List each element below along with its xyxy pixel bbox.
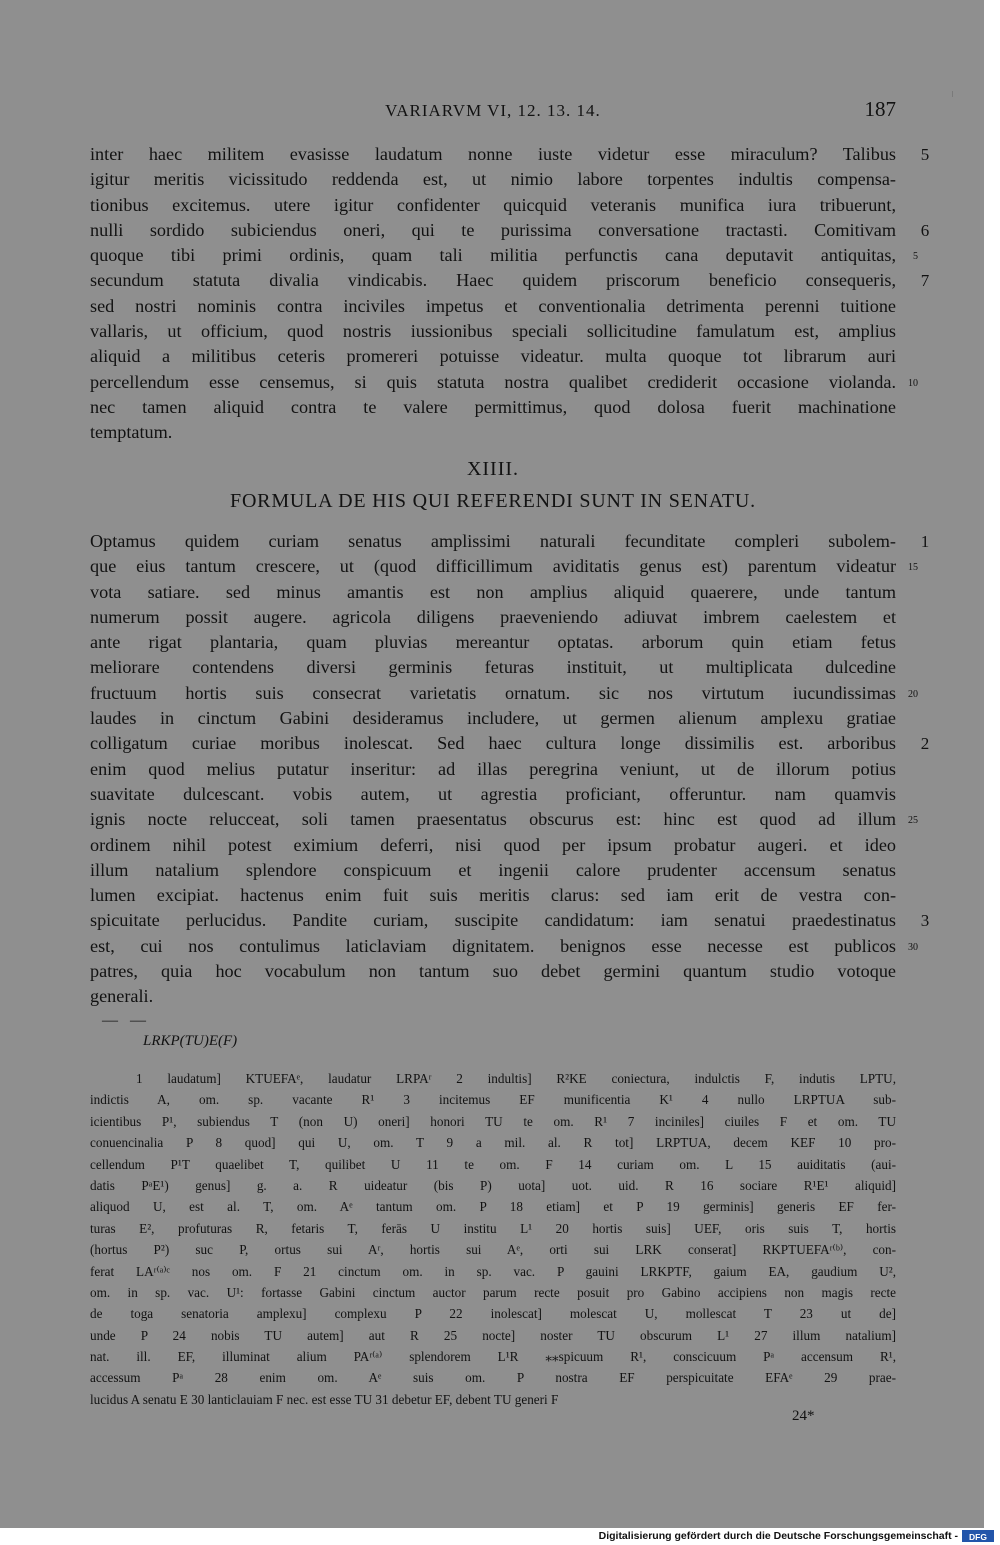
line-count: 10: [908, 377, 918, 389]
text-line: [90, 807, 918, 832]
line-count: 30: [908, 941, 918, 953]
text-line: [90, 655, 896, 680]
apparatus-separator: — —: [102, 1012, 150, 1029]
text-line: [90, 731, 930, 756]
line-text: enim quod melius putatur inseritur: ad illas peregrina veniunt, ut de illorum potius: [90, 758, 896, 779]
line-count: 25: [908, 815, 918, 827]
text-line: [90, 395, 896, 420]
apparatus-line: icientibus P¹, subiendus T (non U) oneri] honori TU te om. R¹ 7 inciniles] ciuiles F et om. TU: [90, 1113, 896, 1129]
text-line: [90, 554, 918, 579]
text-line: [90, 934, 918, 959]
line-text: secundum statuta divalia vindicabis. Haec quidem priscorum beneficio consequeris,: [90, 270, 896, 291]
text-line: [90, 142, 930, 167]
chapter-number: XIIII.: [466, 458, 520, 480]
apparatus-line: cellendum P¹T quaelibet T, quilibet U 11 te om. F 14 curiam om. L 15 auiditatis (aui-: [90, 1156, 896, 1172]
line-text: ante rigat plantaria, quam pluvias mereantur optatas. arborum quin etiam fetus: [90, 632, 896, 653]
apparatus-line: unde P 24 nobis TU autem] aut R 25 nocte] noster TU obscurum L¹ 27 illum natalium]: [90, 1327, 896, 1343]
section-number: 3: [920, 911, 930, 931]
text-line: [90, 883, 896, 908]
line-text: quoque tibi primi ordinis, quam tali militia perfunctis cana deputavit antiquitas,: [90, 245, 896, 266]
section-number: 7: [920, 271, 930, 291]
line-text: meliorare contendens diversi germinis feturas instituit, ut multiplicata dulcedine: [90, 657, 896, 678]
line-text: est, cui nos contulimus laticlaviam dignitatem. benignos esse necesse est publicos: [90, 935, 896, 956]
text-block-2: [90, 529, 930, 1010]
line-text: igitur meritis vicissitudo reddenda est, ut nimio labore torpentes indultis compensa-: [90, 169, 896, 190]
footer-bar: [0, 1528, 1000, 1545]
text-line: [90, 833, 896, 858]
text-line: [90, 959, 896, 984]
section-number: 1: [920, 532, 930, 551]
text-line: [90, 757, 896, 782]
line-text: laudes in cinctum Gabini desideramus includere, ut germen alienum amplexu gratiae: [90, 708, 896, 729]
line-text: vota satiare. sed minus amantis est non amplius aliquid quaerere, unde tantum: [90, 581, 896, 602]
text-line: [90, 294, 896, 319]
line-text: tionibus excitemus. utere igitur confidenter quicquid veteranis munifica iura tribuerunt,: [90, 194, 896, 215]
apparatus-line: (hortus P²) suc P, ortus sui Aʳ, hortis sui Aᵉ, orti sui LRK conserat] RKPTUEFAʳ⁽ᵇ⁾, con-: [90, 1242, 896, 1258]
apparatus-line: ferat LAʳ⁽ᵃ⁾ᶜ nos om. F 21 cinctum om. in sp. vac. P gauini LRKPTF, gaium EA, gaudium U²,: [90, 1263, 896, 1279]
line-text: illum natalium splendore conspicuum et ingenii calore prudenter accensum senatus: [90, 859, 896, 880]
line-text: temptatum.: [90, 422, 173, 443]
line-text: aliquid a militibus ceteris promereri potuisse videatur. multa quoque tot librarum auri: [90, 346, 896, 367]
text-line: [90, 706, 896, 731]
running-head: VARIARVM VI, 12. 13. 14.: [385, 101, 601, 120]
dfg-logo: DFG: [962, 1530, 994, 1542]
line-text: lumen excipiat. hactenus enim fuit suis meritis clarus: sed iam erit de vestra con-: [90, 885, 896, 906]
line-text: nulli sordido subiciendus oneri, qui te purissima conversatione tractasti. Comitivam: [90, 219, 896, 240]
line-text: nec tamen aliquid contra te valere permittimus, quod dolosa fuerit machinatione: [90, 396, 896, 417]
apparatus-line: de toga senatoria amplexu] complexu P 22 inolescat] molescat U, mollescat T 23 ut de]: [90, 1306, 896, 1322]
text-line: [90, 167, 896, 192]
text-line: [90, 344, 896, 369]
text-line: [90, 193, 896, 218]
line-text: vallaris, ut officium, quod nostris iussionibus speciali sollicitudine famulatum est, amplius: [90, 321, 896, 342]
funding-credit: Digitalisierung gefördert durch die Deutsche Forschungsgemeinschaft -: [598, 1530, 958, 1542]
line-text: suavitate dulcescant. vobis autem, ut agrestia proficiant, offeruntur. nam quamvis: [90, 783, 896, 804]
critical-apparatus: [90, 1068, 896, 1410]
apparatus-line: indictis A, om. sp. vacante R¹ 3 incitemus EF munificentia K¹ 4 nullo LRPTUA sub-: [90, 1092, 896, 1108]
text-line: [90, 984, 896, 1009]
text-line: [90, 529, 930, 554]
line-text: ordinem nihil potest eximium deferri, nisi quod per ipsum probatur augeri. et ideo: [90, 834, 896, 855]
line-text: patres, quia hoc vocabulum non tantum suo debet germini quantum studio votoque: [90, 961, 896, 982]
line-text: Optamus quidem curiam senatus amplissimi naturali fecunditate compleri subolem-: [90, 531, 896, 551]
manuscript-sigla: LRKP(TU)E(F): [143, 1033, 238, 1049]
text-line: [90, 218, 930, 243]
line-count: 5: [913, 251, 918, 263]
scan-artifact: [952, 91, 953, 97]
section-number: 5: [920, 145, 930, 164]
apparatus-line: aliquod U, est al. T, om. Aᵉ tantum om. P 18 etiam] et P 19 germinis] generis EF fer-: [90, 1199, 896, 1215]
apparatus-line: conuencinalia P 8 quod] qui U, om. T 9 a mil. al. R tot] LRPTUA, decem KEF 10 pro-: [90, 1135, 896, 1151]
text-line: [90, 681, 918, 706]
text-line: [90, 370, 918, 395]
line-text: sed nostri nominis contra inciviles impetus et conventionalia detrimenta perenni tuitione: [90, 295, 896, 316]
text-line: [90, 268, 930, 293]
apparatus-line: nat. ill. EF, illuminat alium PAʳ⁽ᵃ⁾ splendorem L¹R ⁎⁎spicuum R¹, conscicuum Pᵃ accensum R¹,: [90, 1349, 896, 1365]
text-line: [90, 605, 896, 630]
line-text: spicuitate perlucidus. Pandite curiam, suscipite candidatum: iam senatui praedestinatus: [90, 910, 896, 931]
text-line: [90, 243, 918, 268]
page-header: [90, 95, 896, 125]
apparatus-line: turas E², profuturas R, fetaris T, ferās U institu L¹ 20 hortis suis] UEF, oris suis T, hortis: [90, 1220, 896, 1236]
line-text: ignis nocte relucceat, soli tamen praesentatus obscurus est: hinc est quod ad illum: [90, 809, 896, 830]
apparatus-line: om. in sp. vac. U¹: fortasse Gabini cinctum auctor parum recte posuit pro Gabino accipiens non magis recte: [90, 1284, 896, 1300]
text-line: [90, 782, 896, 807]
text-line: [90, 319, 896, 344]
chapter-title: FORMULA DE HIS QUI REFERENDI SUNT IN SENATU.: [230, 490, 756, 512]
line-text: numerum possit augere. agricola diligens praeveniendo adiuvat imbrem caelestem et: [90, 606, 896, 627]
apparatus-line: lucidus A senatu E 30 lanticlauiam F nec. est esse TU 31 debetur EF, debent TU generi F: [90, 1391, 559, 1407]
line-text: generali.: [90, 986, 154, 1007]
section-number: 2: [920, 734, 930, 754]
text-line: [90, 630, 896, 655]
line-text: fructuum hortis suis consecrat varietatis ornatum. sic nos virtutum iucundissimas: [90, 682, 896, 703]
line-text: percellendum esse censemus, si quis statuta nostra qualibet crediderit occasione violanda.: [90, 371, 896, 392]
line-count: 20: [908, 688, 918, 700]
section-number: 6: [920, 220, 930, 240]
line-count: 15: [908, 562, 918, 574]
text-line: [90, 580, 896, 605]
line-text: colligatum curiae moribus inolescat. Sed haec cultura longe dissimilis est. arboribus: [90, 733, 896, 754]
text-line: [90, 420, 896, 445]
line-text: que eius tantum crescere, ut (quod difficillimum aviditatis genus est) parentum videatur: [90, 556, 896, 577]
signature-mark: 24*: [792, 1408, 815, 1424]
apparatus-line: datis PᵃE¹) genus] g. a. R uideatur (bis P) uota] uot. uid. R 16 sociare R¹E¹ aliquid]: [90, 1177, 896, 1193]
apparatus-line: 1 laudatum] KTUEFAᵉ, laudatur LRPAʳ 2 indultis] R²KE coniectura, indulctis F, indutis LPTU,: [136, 1071, 896, 1086]
line-text: inter haec militem evasisse laudatum nonne iuste videtur esse miraculum? Talibus: [90, 144, 896, 164]
text-line: [90, 908, 930, 933]
page-number: 187: [864, 97, 896, 121]
text-block-1: [90, 142, 930, 446]
text-line: [90, 858, 896, 883]
apparatus-line: accessum Pᵃ 28 enim om. Aᵉ suis om. P nostra EF perspicuitate EFAᵉ 29 prae-: [90, 1370, 896, 1386]
